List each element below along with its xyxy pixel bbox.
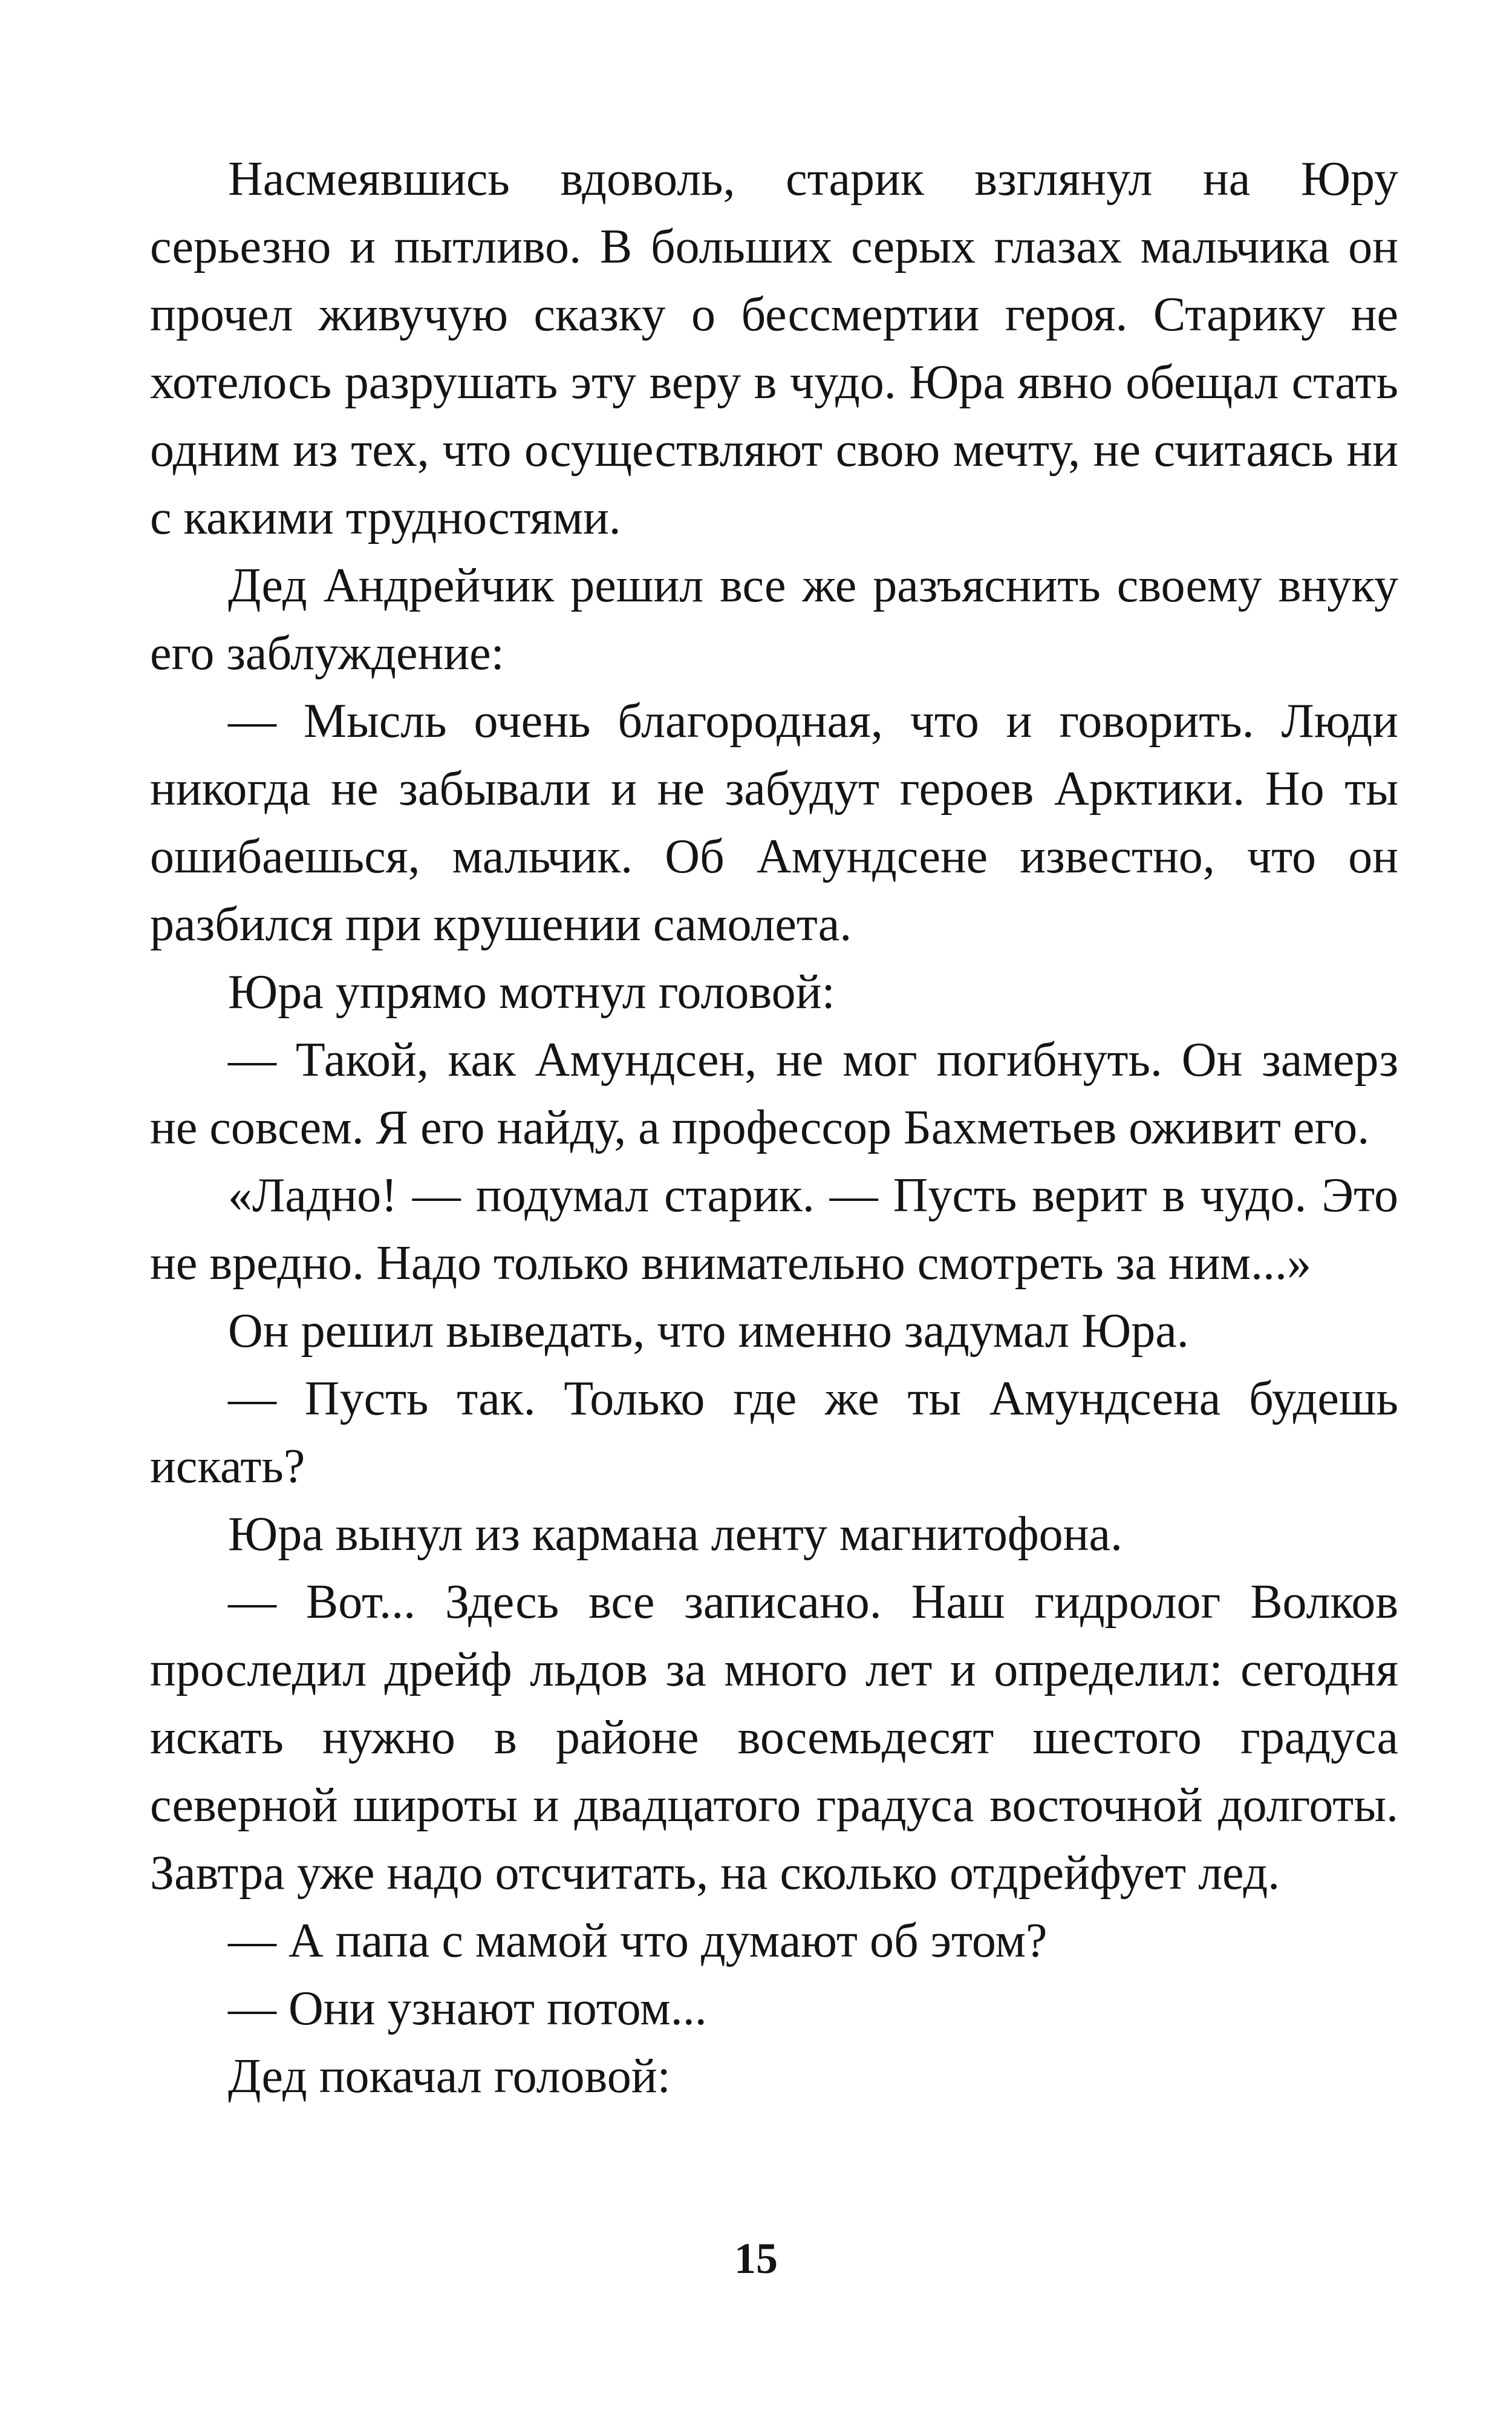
paragraph-13: Дед покачал головой: <box>228 2050 671 2103</box>
paragraph-3: — Мысль очень благородная, что и говорить. Люди никогда не забывали и не забудут героев Арктики. Но ты ошибаешься, мальчик. Об Амундсене известно, что он разбился при крушении самолета. <box>150 695 1398 951</box>
paragraph-5: — Такой, как Амундсен, не мог погибнуть. Он замерз не совсем. Я его найду, а профессор Бахметьев оживит его. <box>150 1033 1398 1154</box>
paragraph-7: Он решил выведать, что именно задумал Юра. <box>228 1304 1189 1358</box>
page-number: 15 <box>734 2234 778 2283</box>
paragraph-2: Дед Андрейчик решил все же разъяснить своему внуку его заблуждение: <box>150 559 1398 680</box>
paragraph-9: Юра вынул из кармана ленту магнитофона. <box>228 1508 1123 1561</box>
paragraph-6: «Ладно! — подумал старик. — Пусть верит в чудо. Это не вредно. Надо только внимательно смотреть за ним...» <box>150 1169 1398 1290</box>
paragraph-12: — Они узнают потом... <box>228 1982 707 2035</box>
paragraph-11: — А папа с мамой что думают об этом? <box>228 1914 1048 1967</box>
paragraph-8: — Пусть так. Только где же ты Амундсена будешь искать? <box>150 1372 1398 1493</box>
paragraph-1: Насмеявшись вдоволь, старик взглянул на Юру серьезно и пытливо. В больших серых глазах мальчика он прочел живучую сказку о бессмертии героя. Старику не хотелось разрушать эту веру в чудо. Юра явно обещал стать одним из тех, что осуществляют свою мечту, не считаясь ни с какими трудностями. <box>150 152 1398 544</box>
paragraph-10: — Вот... Здесь все записано. Наш гидролог Волков проследил дрейф льдов за много лет и определил: сегодня искать нужно в районе восемьдесят шестого градуса северной широты и двадцатого градуса восточной долготы. Завтра уже надо отсчитать, на сколько отдрейфует лед. <box>150 1575 1398 1900</box>
body-text <box>150 145 1398 2110</box>
paragraph-4: Юра упрямо мотнул головой: <box>228 966 835 1019</box>
